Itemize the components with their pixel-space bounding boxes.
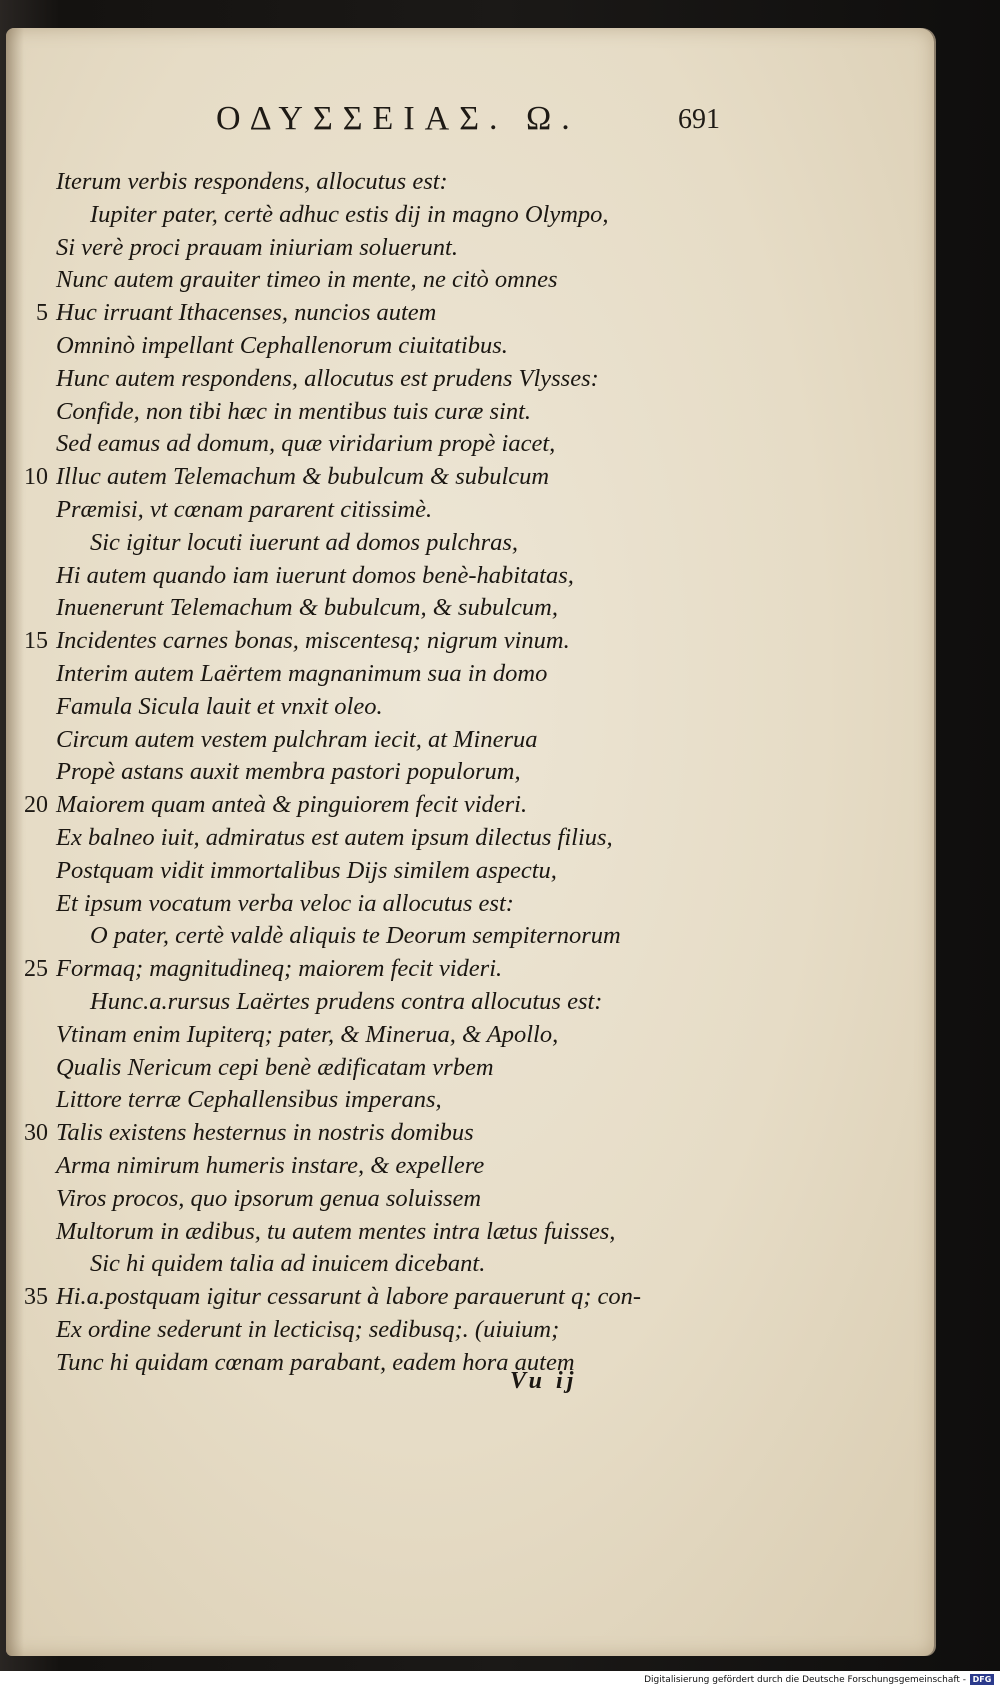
verse-text: Præmisi, vt cœnam pararent citissimè. [56, 495, 433, 523]
verse-line [14, 658, 714, 691]
line-number: 30 [24, 1120, 48, 1147]
catchword-signature: Vu ij [510, 1368, 578, 1394]
verse-line [14, 1052, 714, 1085]
verse-line [14, 1183, 714, 1216]
verse-line [14, 494, 714, 527]
verse-text: Hunc autem respondens, allocutus est prudens Vlysses: [56, 364, 599, 392]
verse-line [14, 822, 714, 855]
book-page [6, 28, 934, 1656]
dfg-logo: DFG [970, 1674, 994, 1685]
verse-text: Sic hi quidem talia ad inuicem dicebant. [90, 1250, 486, 1278]
line-number: 10 [24, 464, 48, 491]
verse-line [14, 1150, 714, 1183]
verse-text: O pater, certè valdè aliquis te Deorum sempiternorum [90, 922, 621, 950]
verse-text: Confide, non tibi hæc in mentibus tuis curæ sint. [56, 397, 532, 425]
verse-text: Sed eamus ad domum, quæ viridarium propè iacet, [56, 430, 556, 458]
verse-text: Hi autem quando iam iuerunt domos benè-habitatas, [56, 561, 574, 589]
verse-line [14, 461, 714, 494]
verse-text: Iterum verbis respondens, allocutus est: [56, 168, 448, 195]
verse-line [14, 1347, 714, 1380]
verse-text: Ex balneo iuit, admiratus est autem ipsum dilectus filius, [56, 823, 613, 851]
verse-text: Maiorem quam anteà & pinguiorem fecit videri. [56, 791, 528, 819]
verse-text: Arma nimirum humeris instare, & expellere [56, 1151, 485, 1179]
verse-line [14, 592, 714, 625]
verse-line [14, 1314, 714, 1347]
verse-line [14, 166, 714, 199]
verse-text: Et ipsum vocatum verba veloc ia allocutus est: [56, 889, 514, 917]
verse-line [14, 724, 714, 757]
verse-line [14, 855, 714, 888]
line-number: 25 [24, 956, 48, 983]
verse-text: Sic igitur locuti iuerunt ad domos pulchras, [90, 528, 519, 556]
verse-text: Viros procos, quo ipsorum genua soluissem [56, 1184, 482, 1212]
verse-line [14, 1019, 714, 1052]
footer-credit: Digitalisierung gefördert durch die Deutsche Forschungsgemeinschaft - [644, 1675, 966, 1685]
verse-text: Tunc hi quidam cœnam parabant, eadem hora autem [56, 1348, 575, 1376]
line-number: 35 [24, 1284, 48, 1311]
running-head [6, 100, 934, 140]
verse-line [14, 1248, 714, 1281]
digitization-footer [0, 1671, 1000, 1687]
verse-text: Vtinam enim Iupiterq; pater, & Minerua, & Apollo, [56, 1020, 559, 1048]
verse-line [14, 1281, 714, 1314]
verse-line [14, 888, 714, 921]
verse-text-block [14, 166, 714, 1379]
page-number: 691 [678, 104, 720, 135]
verse-line [14, 560, 714, 593]
line-number: 15 [24, 628, 48, 655]
verse-text: Ex ordine sederunt in lecticisq; sedibusq;. (uiuium; [56, 1315, 560, 1343]
verse-line [14, 232, 714, 265]
verse-text: Circum autem vestem pulchram iecit, at Minerua [56, 725, 538, 753]
verse-text: Formaq; magnitudineq; maiorem fecit videri. [56, 955, 503, 983]
verse-text: Interim autem Laërtem magnanimum sua in domo [56, 659, 548, 687]
verse-text: Propè astans auxit membra pastori populorum, [56, 758, 521, 786]
verse-line [14, 264, 714, 297]
verse-text: Postquam vidit immortalibus Dijs similem aspectu, [56, 856, 557, 884]
verse-text: Littore terræ Cephallensibus imperans, [56, 1086, 442, 1114]
verse-line [14, 297, 714, 330]
verse-line [14, 1216, 714, 1249]
verse-line [14, 986, 714, 1019]
line-number: 20 [24, 792, 48, 819]
verse-line [14, 625, 714, 658]
verse-line [14, 363, 714, 396]
verse-text: Huc irruant Ithacenses, nuncios autem [56, 299, 437, 327]
running-title: ΟΔΥΣΣΕΙΑΣ. Ω. [216, 100, 580, 137]
verse-text: Qualis Nericum cepi benè ædificatam vrbem [56, 1053, 494, 1081]
verse-line [14, 920, 714, 953]
verse-text: Si verè proci prauam iniuriam soluerunt. [56, 233, 458, 261]
line-number: 5 [36, 300, 48, 327]
verse-text: Multorum in ædibus, tu autem mentes intra lætus fuisses, [56, 1217, 616, 1245]
verse-line [14, 396, 714, 429]
verse-text: Omninò impellant Cephallenorum ciuitatibus. [56, 331, 508, 359]
verse-line [14, 789, 714, 822]
verse-line [14, 1084, 714, 1117]
verse-text: Talis existens hesternus in nostris domibus [56, 1119, 474, 1147]
verse-text: Nunc autem grauiter timeo in mente, ne citò omnes [56, 266, 558, 294]
verse-text: Illuc autem Telemachum & bubulcum & subulcum [56, 463, 550, 491]
verse-line [14, 1117, 714, 1150]
verse-text: Incidentes carnes bonas, miscentesq; nigrum vinum. [56, 627, 570, 655]
verse-text: Hunc.a.rursus Laërtes prudens contra allocutus est: [90, 987, 603, 1015]
verse-line [14, 527, 714, 560]
verse-text: Hi.a.postquam igitur cessarunt à labore parauerunt q; con- [56, 1283, 642, 1311]
verse-line [14, 953, 714, 986]
verse-text: Inuenerunt Telemachum & bubulcum, & subulcum, [56, 594, 558, 622]
verse-line [14, 330, 714, 363]
verse-text: Famula Sicula lauit et vnxit oleo. [56, 692, 383, 720]
verse-line [14, 428, 714, 461]
verse-line [14, 199, 714, 232]
verse-line [14, 691, 714, 724]
verse-text: Iupiter pater, certè adhuc estis dij in magno Olympo, [90, 200, 609, 228]
verse-line [14, 756, 714, 789]
